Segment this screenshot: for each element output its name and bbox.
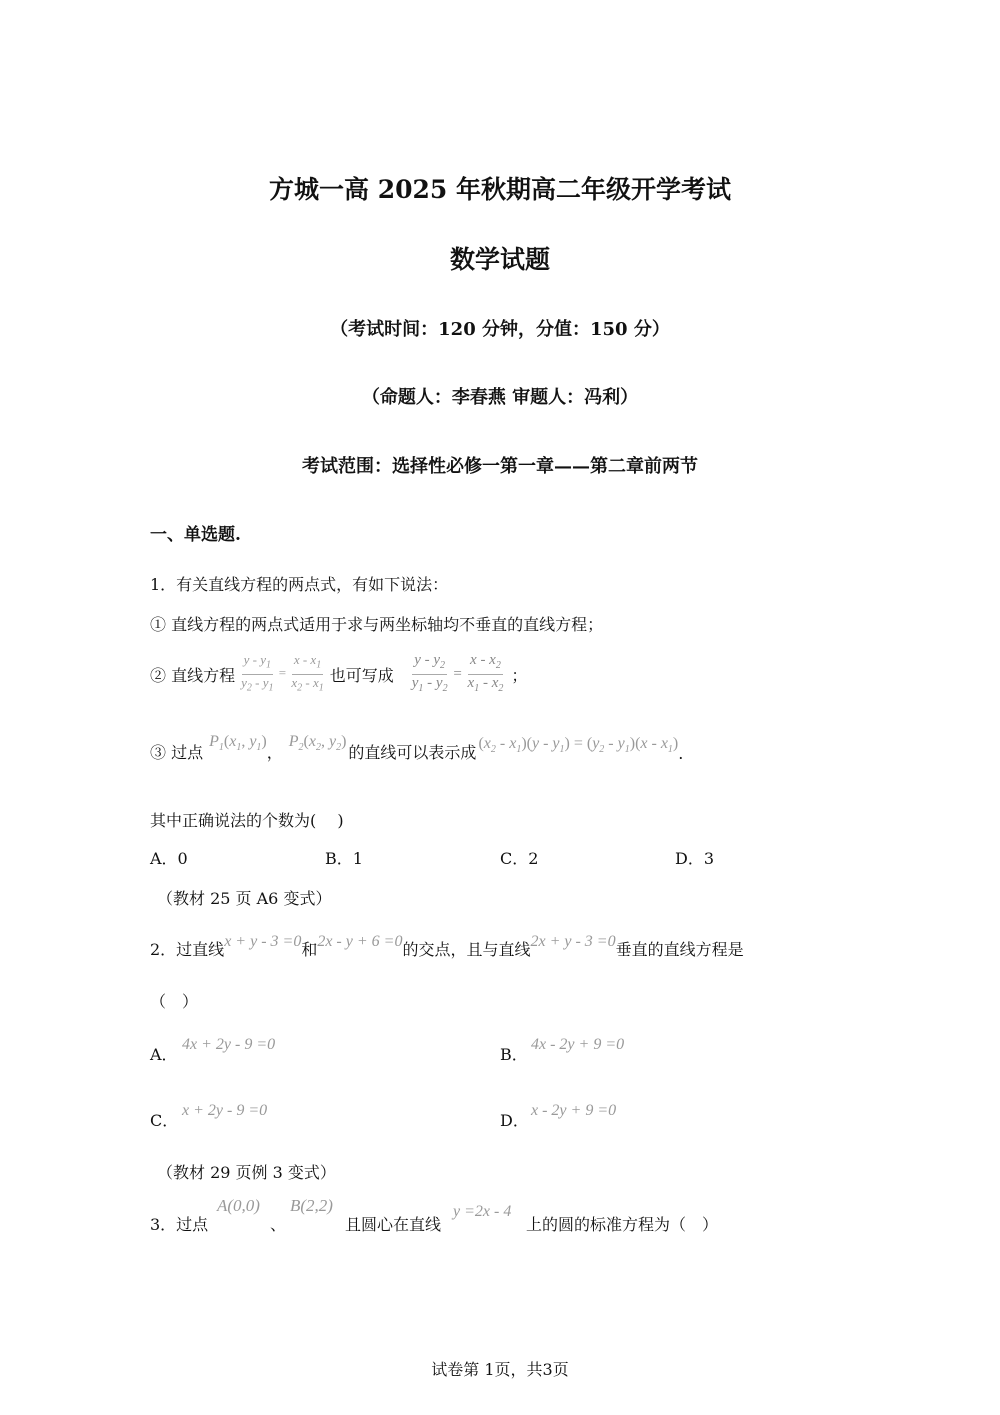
q1-option-c: C．2 xyxy=(500,849,539,868)
q2-option-a-label: A． xyxy=(150,1045,178,1064)
q1-s2-formula-2: $\frac{y - y_2}{y_1 - y_2}$ = $\frac{x - x_2}{x_1 - x_2}$ xyxy=(411,652,504,694)
q2-stem xyxy=(150,933,744,960)
q2-stem-end: 垂直的直线方程是 xyxy=(615,940,744,959)
q2-eq-3: 2x + y - 3 =0 xyxy=(530,933,616,950)
q2-option-d-label: D． xyxy=(500,1111,529,1130)
q2-eq-2: 2x - y + 6 =0 xyxy=(317,933,403,950)
exam-authors: （命题人：李春燕 审题人：冯利） xyxy=(361,387,639,408)
q2-stem-middle: 的交点，且与直线 xyxy=(402,940,531,959)
q1-s3-formula: $(x_2 - x_1)(y - y_1) = (y_2 - y_1)(x - x_1)$ xyxy=(478,734,679,755)
q1-stem: 1．有关直线方程的两点式，有如下说法： xyxy=(150,575,449,594)
q1-statement-3 xyxy=(150,732,684,763)
q1-note: （教材 25 页 A6 变式） xyxy=(157,889,332,908)
q1-s3-middle: 的直线可以表示成 xyxy=(348,743,477,762)
q2-option-b: 4x - 2y + 9 =0 xyxy=(531,1036,625,1053)
q3-point-a: A(0,0) xyxy=(217,1196,260,1215)
q3-stem-middle: 且圆心在直线 xyxy=(345,1215,442,1234)
q1-s2-prefix: ② 直线方程 xyxy=(150,666,236,685)
q1-s2-formula-1: $\frac{y - y_1}{y_2 - y_1}$ = $\frac{x - x_1}{x_2 - x_1}$ xyxy=(241,652,324,694)
exam-scope: 考试范围：选择性必修一第一章——第二章前两节 xyxy=(302,456,698,477)
q1-s3-prefix: ③ 过点 xyxy=(150,743,204,762)
exam-time-info: （考试时间：120 分钟，分值：150 分） xyxy=(330,319,670,340)
q3-point-b: B(2,2) xyxy=(290,1196,333,1215)
q2-and: 和 xyxy=(301,940,318,959)
exam-subtitle: 数学试题 xyxy=(449,245,550,274)
q2-option-c: x + 2y - 9 =0 xyxy=(182,1102,268,1119)
q2-option-b-label: B． xyxy=(500,1045,528,1064)
q1-option-d: D．3 xyxy=(675,849,715,868)
q1-option-a: A．0 xyxy=(150,849,188,868)
q3-line: y =2x - 4 xyxy=(453,1203,512,1220)
exam-title: 方城一高 2025 年秋期高二年级开学考试 xyxy=(269,175,731,204)
q1-s2-middle: 也可写成 xyxy=(329,666,394,685)
q1-statement-2 xyxy=(150,652,527,697)
q3-stem-end: 上的圆的标准方程为（ ） xyxy=(526,1215,719,1234)
q3-stem-prefix: 3．过点 xyxy=(150,1215,209,1234)
q2-option-a: 4x + 2y - 9 =0 xyxy=(182,1036,276,1053)
q1-s3-point-1: $P_1(x_1$, $y_1$) xyxy=(209,732,267,753)
q2-stem-prefix: 2．过直线 xyxy=(150,940,225,959)
q1-s3-comma: ， xyxy=(266,743,283,762)
q1-option-b: B．1 xyxy=(325,849,363,868)
q2-option-c-label: C． xyxy=(150,1111,179,1130)
section-title: 一、单选题. xyxy=(150,525,241,545)
page-footer: 试卷第 1页，共3页 xyxy=(431,1360,569,1379)
q2-option-d: x - 2y + 9 =0 xyxy=(531,1102,617,1119)
q1-ask: 其中正确说法的个数为( ) xyxy=(150,811,344,830)
q2-note: （教材 29 页例 3 变式） xyxy=(157,1163,336,1182)
q1-s3-point-2: $P_2(x_2$, $y_2$) xyxy=(288,732,347,753)
q2-paren: （ ） xyxy=(150,992,199,1011)
q2-eq-1: x + y - 3 =0 xyxy=(224,933,302,950)
q1-s2-end: ； xyxy=(511,666,528,685)
q1-s3-end: . xyxy=(678,744,684,763)
q3-separator: 、 xyxy=(270,1215,287,1234)
q1-statement-1: ① 直线方程的两点式适用于求与两坐标轴均不垂直的直线方程； xyxy=(150,615,604,634)
